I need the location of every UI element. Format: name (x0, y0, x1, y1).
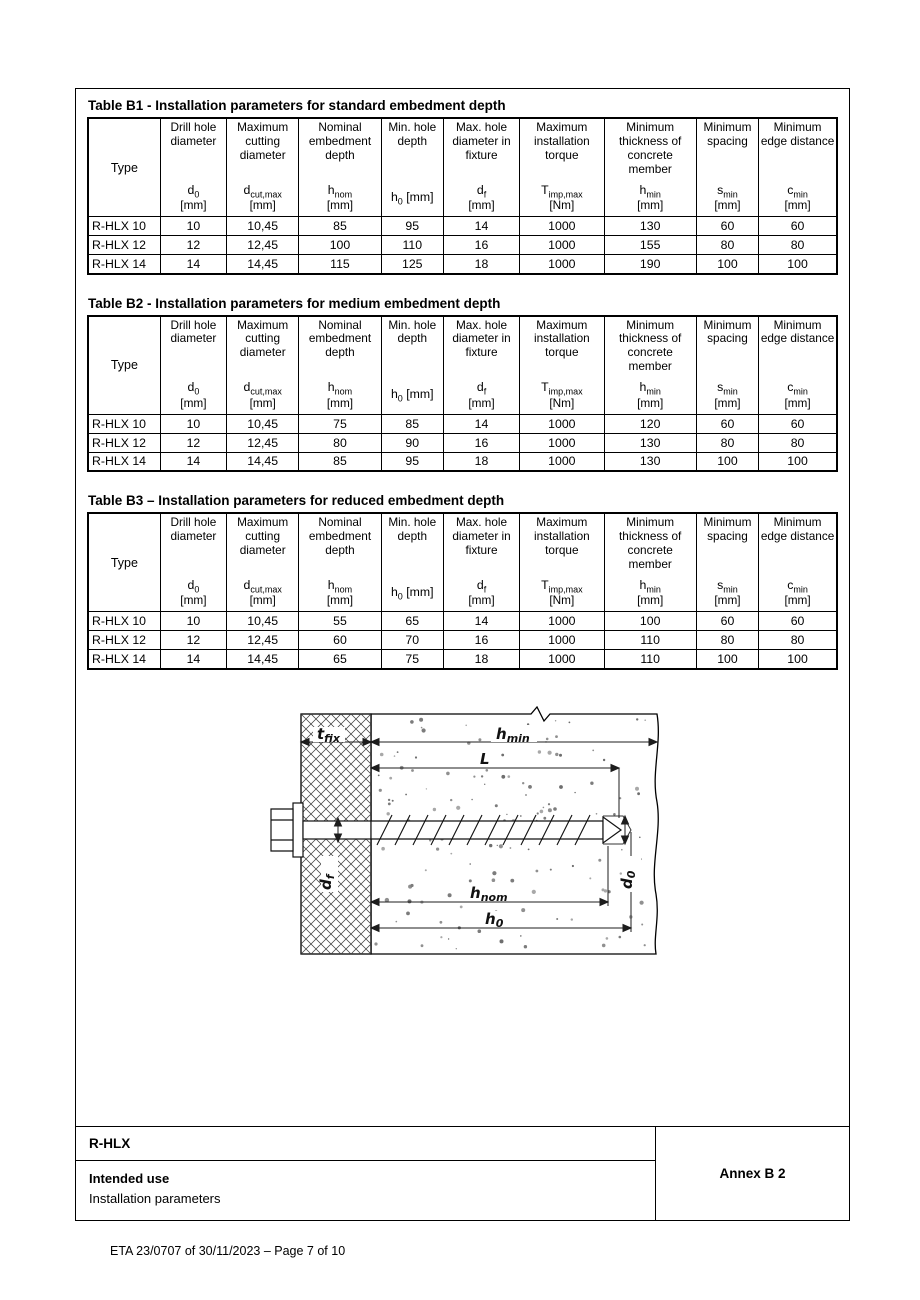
column-header (381, 513, 443, 612)
column-symbol-block (698, 183, 757, 214)
column-description: Max. hole diameter in fixture (452, 515, 511, 557)
annex-frame (75, 88, 850, 1221)
column-header (604, 513, 696, 612)
column-description: Minimum edge distance (760, 120, 835, 148)
value-cell: 18 (443, 452, 519, 471)
value-cell: 16 (443, 433, 519, 452)
column-unit: [mm] (784, 198, 811, 213)
column-header (604, 316, 696, 415)
column-header (520, 513, 604, 612)
column-symbol: $d_f$ (476, 380, 487, 397)
column-description: Min. hole depth (388, 120, 437, 148)
value-cell: 70 (381, 631, 443, 650)
column-header-type: Type (88, 118, 160, 217)
column-description: Minimum edge distance (760, 515, 835, 543)
value-cell: 125 (381, 255, 443, 274)
value-cell: 80 (759, 631, 837, 650)
label-tfix: $t_{fix}$ (317, 724, 340, 745)
column-symbol: $h_0$ [mm] (390, 189, 434, 207)
value-cell: 100 (759, 255, 837, 274)
intended-use-title: Intended use (89, 1171, 170, 1186)
value-cell: 100 (604, 612, 696, 631)
column-symbol-block (162, 578, 225, 609)
value-cell: 1000 (520, 433, 604, 452)
value-cell: 18 (443, 650, 519, 669)
value-cell: 1000 (520, 631, 604, 650)
hex-head (271, 809, 293, 851)
column-symbol: $d_0$ (187, 380, 200, 397)
value-cell: 100 (299, 236, 381, 255)
value-cell: 10 (160, 612, 226, 631)
label-hmin: $h_{min}$ (496, 724, 530, 745)
header-row (88, 316, 837, 415)
value-cell: 1000 (520, 414, 604, 433)
row-type-cell: R-HLX 14 (88, 255, 160, 274)
value-cell: 75 (299, 414, 381, 433)
value-cell: 14,45 (227, 650, 299, 669)
column-header-type: Type (88, 316, 160, 415)
value-cell: 10,45 (227, 414, 299, 433)
column-header (299, 513, 381, 612)
column-unit: [mm] (637, 593, 664, 608)
value-cell: 80 (696, 236, 758, 255)
value-cell: 80 (696, 433, 758, 452)
column-symbol-block (698, 578, 757, 609)
label-hnom: $h_{nom}$ (470, 883, 508, 904)
column-header (227, 118, 299, 217)
column-unit: [mm] (249, 198, 276, 213)
column-unit: [Nm] (549, 593, 575, 608)
column-symbol: $d_0$ (187, 182, 200, 200)
column-unit: [mm] (637, 395, 664, 410)
column-unit: [mm] (249, 395, 276, 410)
column-symbol: $c_{min}$ (787, 577, 808, 595)
column-symbol: $d_{cut,max}$ (243, 380, 282, 397)
column-symbol: $h_{min}$ (639, 380, 661, 397)
column-symbol-block (760, 183, 835, 214)
value-cell: 100 (759, 650, 837, 669)
column-description: Drill hole diameter (170, 317, 217, 346)
column-unit: [mm] (249, 593, 276, 608)
column-unit: [mm] (714, 198, 741, 213)
table-row (88, 650, 837, 669)
row-type-cell: R-HLX 14 (88, 650, 160, 669)
value-cell: 10 (160, 217, 226, 236)
column-symbol: $d_{cut,max}$ (243, 577, 282, 595)
column-unit: [mm] (326, 395, 354, 410)
diagram-container (263, 706, 838, 971)
column-header (604, 118, 696, 217)
column-symbol: $h_{min}$ (639, 577, 661, 595)
footer-box (76, 1126, 849, 1220)
column-symbol-block (228, 183, 297, 214)
value-cell: 1000 (520, 255, 604, 274)
table-b3-block (87, 493, 838, 670)
column-symbol-block (698, 381, 757, 412)
column-unit: [Nm] (549, 198, 575, 213)
column-header (759, 118, 837, 217)
column-header (381, 316, 443, 415)
column-symbol-block (606, 183, 695, 214)
column-symbol: $h_{nom}$ (327, 380, 353, 397)
column-header (443, 316, 519, 415)
column-header (227, 513, 299, 612)
row-type-cell: R-HLX 10 (88, 414, 160, 433)
column-description: Drill hole diameter (170, 515, 217, 543)
value-cell: 10,45 (227, 612, 299, 631)
value-cell: 115 (299, 255, 381, 274)
table-row (88, 255, 837, 274)
column-unit: [mm] (326, 593, 354, 608)
value-cell: 60 (696, 414, 758, 433)
column-description: Minimum thickness of concrete member (619, 515, 682, 571)
annex-label: Annex B 2 (719, 1166, 786, 1181)
label-L: L (480, 749, 490, 768)
column-symbol-block (445, 578, 518, 609)
table-row (88, 631, 837, 650)
value-cell: 14 (160, 255, 226, 274)
column-symbol: $c_{min}$ (787, 182, 808, 200)
value-cell: 10,45 (227, 217, 299, 236)
value-cell: 95 (381, 452, 443, 471)
column-unit: [mm] (784, 593, 811, 608)
column-symbol-block (606, 578, 695, 609)
column-description: Max. hole diameter in fixture (452, 120, 511, 162)
value-cell: 14 (443, 612, 519, 631)
column-description: Min. hole depth (388, 317, 437, 346)
value-cell: 110 (381, 236, 443, 255)
column-symbol: $c_{min}$ (787, 380, 808, 397)
column-header (160, 316, 226, 415)
table-b1-block (87, 98, 838, 275)
value-cell: 60 (759, 414, 837, 433)
value-cell: 85 (381, 414, 443, 433)
column-description: Nominal embedment depth (308, 515, 372, 557)
value-cell: 14 (160, 452, 226, 471)
column-header (759, 513, 837, 612)
row-type-cell: R-HLX 12 (88, 433, 160, 452)
table-row (88, 217, 837, 236)
value-cell: 16 (443, 236, 519, 255)
column-unit: [mm] (180, 395, 207, 410)
column-symbol-block (521, 183, 602, 214)
washer-flange (293, 803, 303, 857)
value-cell: 65 (299, 650, 381, 669)
value-cell: 16 (443, 631, 519, 650)
column-header (381, 118, 443, 217)
column-symbol-block (162, 381, 225, 412)
column-symbol-block (383, 183, 442, 214)
value-cell: 155 (604, 236, 696, 255)
column-symbol-block (228, 381, 297, 412)
value-cell: 85 (299, 217, 381, 236)
column-symbol: $d_{cut,max}$ (243, 182, 282, 200)
value-cell: 1000 (520, 217, 604, 236)
column-header (160, 118, 226, 217)
value-cell: 60 (696, 612, 758, 631)
column-symbol-block (162, 183, 225, 214)
column-symbol-block (445, 381, 518, 412)
annex-content (76, 89, 849, 971)
label-d0: $d_0$ (618, 870, 638, 889)
column-description: Minimum spacing (703, 120, 752, 148)
table-b2 (87, 315, 838, 473)
column-header (696, 118, 758, 217)
value-cell: 12,45 (227, 631, 299, 650)
column-symbol: $h_{nom}$ (327, 577, 353, 595)
value-cell: 100 (696, 650, 758, 669)
value-cell: 60 (759, 612, 837, 631)
column-symbol-block (228, 578, 297, 609)
column-description: Nominal embedment depth (308, 317, 372, 360)
value-cell: 110 (604, 650, 696, 669)
column-description: Minimum spacing (703, 317, 752, 346)
value-cell: 120 (604, 414, 696, 433)
value-cell: 14,45 (227, 255, 299, 274)
column-description: Maximum installation torque (533, 317, 590, 360)
installation-diagram (263, 706, 703, 966)
column-header (759, 316, 837, 415)
column-symbol: $d_f$ (476, 182, 487, 200)
value-cell: 14 (160, 650, 226, 669)
value-cell: 75 (381, 650, 443, 669)
value-cell: 14 (443, 217, 519, 236)
value-cell: 130 (604, 217, 696, 236)
row-type-cell: R-HLX 10 (88, 612, 160, 631)
value-cell: 95 (381, 217, 443, 236)
column-description: Min. hole depth (388, 515, 437, 543)
column-symbol: $s_{min}$ (717, 182, 738, 200)
value-cell: 1000 (520, 650, 604, 669)
value-cell: 100 (759, 452, 837, 471)
value-cell: 1000 (520, 612, 604, 631)
table-b1 (87, 117, 838, 275)
value-cell: 80 (299, 433, 381, 452)
column-unit: [mm] (637, 198, 664, 213)
column-description: Minimum spacing (703, 515, 752, 543)
column-header (443, 513, 519, 612)
column-symbol: $s_{min}$ (717, 577, 738, 595)
column-unit: [mm] (180, 198, 207, 213)
value-cell: 110 (604, 631, 696, 650)
column-description: Maximum installation torque (533, 515, 590, 557)
column-symbol: $T_{imp,max}$ (541, 380, 583, 397)
value-cell: 130 (604, 452, 696, 471)
table-row (88, 612, 837, 631)
label-h0: $h_0$ (485, 909, 504, 930)
row-type-cell: R-HLX 10 (88, 217, 160, 236)
value-cell: 190 (604, 255, 696, 274)
column-description: Minimum thickness of concrete member (619, 317, 682, 374)
value-cell: 14,45 (227, 452, 299, 471)
column-symbol: $h_{min}$ (639, 182, 661, 200)
label-df: $d_f$ (317, 873, 337, 890)
column-symbol-block (300, 578, 379, 609)
value-cell: 60 (299, 631, 381, 650)
column-symbol-block (521, 578, 602, 609)
column-unit: [Nm] (549, 395, 575, 410)
column-symbol: $s_{min}$ (717, 380, 738, 397)
table-row (88, 414, 837, 433)
column-unit: [mm] (468, 395, 495, 410)
table-row (88, 452, 837, 471)
column-header (520, 316, 604, 415)
column-symbol-block (760, 578, 835, 609)
column-symbol: $d_0$ (187, 577, 200, 595)
table-b3-title: Table B3 – Installation parameters for reduced embedment depth (88, 493, 505, 508)
column-unit: [mm] (180, 593, 207, 608)
column-unit: [mm] (714, 395, 741, 410)
column-header (696, 316, 758, 415)
column-header (299, 118, 381, 217)
value-cell: 1000 (520, 236, 604, 255)
intended-use-block (76, 1161, 655, 1220)
value-cell: 12 (160, 631, 226, 650)
column-symbol-block (383, 381, 442, 412)
column-symbol-block (521, 381, 602, 412)
column-header (160, 513, 226, 612)
column-symbol-block (300, 183, 379, 214)
product-name: R-HLX (76, 1127, 655, 1161)
value-cell: 18 (443, 255, 519, 274)
value-cell: 90 (381, 433, 443, 452)
footer-left (76, 1127, 656, 1220)
column-symbol: $h_{nom}$ (327, 182, 353, 200)
eta-page-note: ETA 23/0707 of 30/11/2023 – Page 7 of 10 (110, 1244, 346, 1258)
table-row (88, 236, 837, 255)
column-description: Maximum installation torque (533, 120, 590, 162)
column-unit: [mm] (784, 395, 811, 410)
column-description: Nominal embedment depth (308, 120, 372, 162)
row-type-cell: R-HLX 12 (88, 631, 160, 650)
column-unit: [mm] (714, 593, 741, 608)
column-header-type: Type (88, 513, 160, 612)
table-b3 (87, 512, 838, 670)
column-header (520, 118, 604, 217)
column-symbol: $h_0$ [mm] (390, 584, 434, 602)
value-cell: 85 (299, 452, 381, 471)
column-header (443, 118, 519, 217)
column-symbol: $T_{imp,max}$ (541, 577, 583, 595)
value-cell: 12,45 (227, 236, 299, 255)
table-b2-block (87, 296, 838, 473)
column-description: Minimum thickness of concrete member (619, 120, 682, 176)
column-unit: [mm] (326, 198, 354, 213)
value-cell: 14 (443, 414, 519, 433)
column-description: Maximum cutting diameter (237, 515, 289, 557)
row-type-cell: R-HLX 12 (88, 236, 160, 255)
value-cell: 100 (696, 255, 758, 274)
row-type-cell: R-HLX 14 (88, 452, 160, 471)
value-cell: 100 (696, 452, 758, 471)
column-description: Drill hole diameter (170, 120, 217, 148)
column-symbol-block (300, 381, 379, 412)
value-cell: 12 (160, 433, 226, 452)
value-cell: 60 (696, 217, 758, 236)
table-b2-title: Table B2 - Installation parameters for medium embedment depth (88, 295, 501, 311)
value-cell: 130 (604, 433, 696, 452)
column-symbol: $d_f$ (476, 577, 487, 595)
column-symbol-block (606, 381, 695, 412)
column-symbol: $h_0$ [mm] (390, 387, 434, 404)
column-symbol-block (383, 578, 442, 609)
column-header (299, 316, 381, 415)
value-cell: 1000 (520, 452, 604, 471)
column-symbol-block (445, 183, 518, 214)
table-b1-title: Table B1 - Installation parameters for standard embedment depth (88, 98, 506, 113)
value-cell: 55 (299, 612, 381, 631)
column-symbol: $T_{imp,max}$ (541, 182, 583, 200)
column-description: Maximum cutting diameter (237, 317, 289, 360)
column-symbol-block (760, 381, 835, 412)
intended-use-subtitle: Installation parameters (89, 1190, 221, 1206)
header-row (88, 513, 837, 612)
header-row (88, 118, 837, 217)
value-cell: 80 (759, 236, 837, 255)
value-cell: 80 (759, 433, 837, 452)
value-cell: 65 (381, 612, 443, 631)
column-unit: [mm] (468, 593, 495, 608)
column-unit: [mm] (468, 198, 495, 213)
value-cell: 10 (160, 414, 226, 433)
column-header (696, 513, 758, 612)
value-cell: 12 (160, 236, 226, 255)
value-cell: 80 (696, 631, 758, 650)
table-row (88, 433, 837, 452)
value-cell: 12,45 (227, 433, 299, 452)
column-description: Minimum edge distance (760, 317, 835, 346)
column-description: Max. hole diameter in fixture (452, 317, 511, 360)
column-description: Maximum cutting diameter (237, 120, 289, 162)
column-header (227, 316, 299, 415)
value-cell: 60 (759, 217, 837, 236)
